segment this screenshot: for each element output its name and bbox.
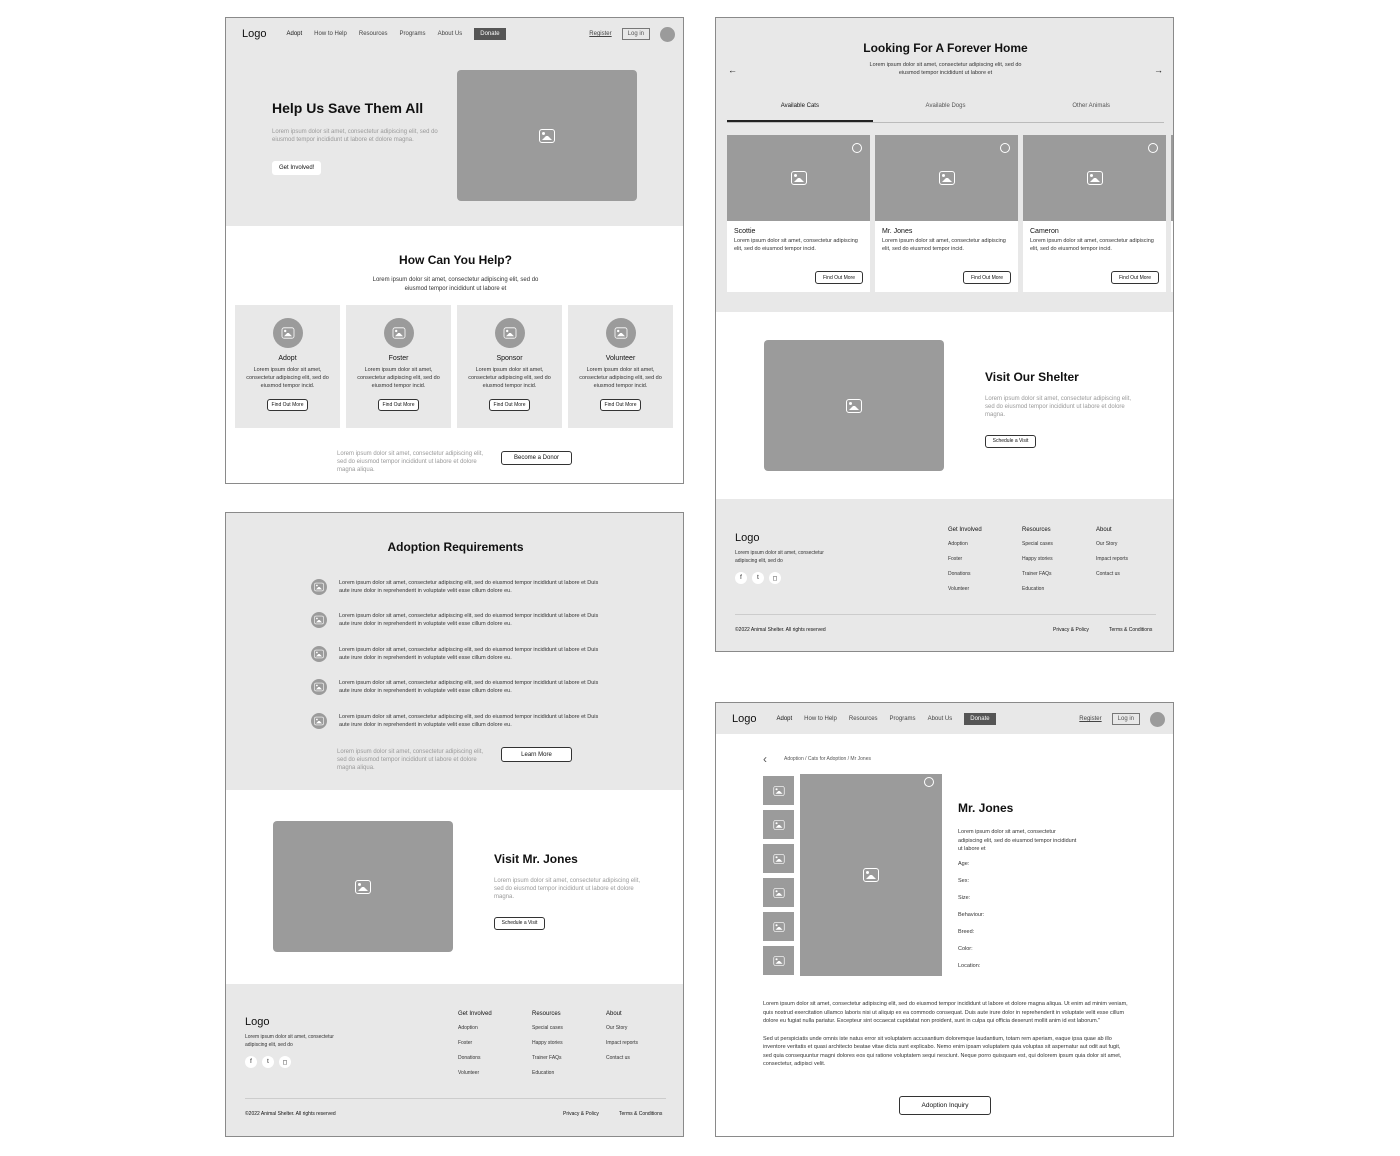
- help-card-title: Volunteer: [605, 355, 636, 362]
- image-icon: [539, 129, 555, 143]
- footer-col-title: Resources: [532, 1011, 561, 1017]
- forever-home-frame: [715, 17, 1174, 652]
- copyright: ©2022 Animal Shelter. All rights reserved: [735, 627, 826, 633]
- privacy-link[interactable]: Privacy & Policy: [563, 1111, 599, 1117]
- find-out-more-button[interactable]: Find Out More: [489, 399, 531, 411]
- footer: [716, 499, 1174, 652]
- nav-adopt[interactable]: Adopt: [776, 716, 793, 722]
- tabs: [727, 98, 1164, 123]
- requirement-item: [311, 570, 601, 604]
- nav-how-to-help[interactable]: How to Help: [314, 31, 347, 37]
- terms-link[interactable]: Terms & Conditions: [619, 1111, 663, 1117]
- terms-link[interactable]: Terms & Conditions: [1109, 627, 1153, 633]
- requirement-text: Lorem ipsum dolor sit amet, consectetur adipiscing elit, sed do eiusmod tempor incididunt ut labore et Duis aute irure dolor in reprehenderit in voluptate velit esse cillum dolore eu.: [339, 613, 599, 628]
- requirement-icon: [311, 579, 327, 595]
- nav-about-us[interactable]: About Us: [437, 31, 463, 37]
- copyright: ©2022 Animal Shelter. All rights reserved: [245, 1111, 336, 1117]
- login-button[interactable]: Log in: [622, 28, 650, 40]
- adopt-icon: [273, 318, 303, 348]
- visit-jones-title: Visit Mr. Jones: [494, 852, 578, 866]
- nav-how-to-help[interactable]: How to Help: [804, 716, 837, 722]
- footer-link[interactable]: Our Story: [1096, 541, 1118, 547]
- nav-about-us[interactable]: About Us: [927, 716, 953, 722]
- login-button[interactable]: Log in: [1112, 713, 1140, 725]
- register-link[interactable]: Register: [1079, 716, 1102, 722]
- heart-icon[interactable]: [852, 143, 862, 153]
- pet-image: [1023, 135, 1166, 221]
- footer-text: Lorem ipsum dolor sit amet, consectetur adipiscing elit, sed do: [735, 550, 824, 564]
- tab-other-animals[interactable]: Other Animals: [1072, 103, 1111, 109]
- nav-resources[interactable]: Resources: [848, 716, 878, 722]
- attr-age: Age:: [958, 860, 970, 867]
- requirements-section: [226, 513, 684, 790]
- visit-jones-image: [273, 821, 453, 952]
- requirement-text: Lorem ipsum dolor sit amet, consectetur adipiscing elit, sed do eiusmod tempor incididunt ut labore et Duis aute irure dolor in reprehenderit in voluptate velit esse cillum dolore eu.: [339, 579, 599, 594]
- arrow-right-icon[interactable]: →: [1154, 65, 1163, 75]
- nav-programs[interactable]: Programs: [399, 31, 426, 37]
- footer-col-title: About: [1096, 527, 1112, 533]
- nav-adopt[interactable]: Adopt: [286, 31, 303, 37]
- help-text: Lorem ipsum dolor sit amet, consectetur adipiscing elit, sed do eiusmod tempor incididunt ut labore et: [372, 277, 539, 292]
- pet-image: [875, 135, 1018, 221]
- shelter-text: Lorem ipsum dolor sit amet, consectetur adipiscing elit, sed do eiusmod tempor incididunt ut labore et dolore magna.: [985, 396, 1132, 418]
- requirements-frame: [225, 512, 684, 1137]
- footer-link[interactable]: Adoption: [948, 541, 968, 547]
- footer-link[interactable]: Adoption: [458, 1025, 478, 1031]
- help-title: How Can You Help?: [399, 253, 512, 267]
- help-card-foster: [346, 305, 451, 428]
- pet-text: Lorem ipsum dolor sit amet, consectetur adipiscing elit, sed do eiusmod tempor incid.: [882, 238, 1006, 252]
- find-out-more-button[interactable]: Find Out More: [1111, 271, 1159, 284]
- hero-image: [457, 70, 637, 201]
- attr-location: Location:: [958, 962, 981, 969]
- logo[interactable]: Logo: [732, 713, 757, 725]
- find-out-more-button[interactable]: Find Out More: [267, 399, 309, 411]
- logo[interactable]: Logo: [242, 28, 267, 40]
- requirements-bottom-text: Lorem ipsum dolor sit amet, consectetur adipiscing elit, sed do eiusmod tempor incididunt ut labore et dolore magna aliqua.: [337, 749, 484, 771]
- pet-name: Mr. Jones: [958, 801, 1014, 815]
- schedule-visit-button[interactable]: Schedule a Visit: [494, 917, 545, 930]
- home-frame: [225, 17, 684, 484]
- hero-title: Help Us Save Them All: [272, 100, 424, 116]
- pet-image: [1171, 135, 1174, 221]
- requirements-title: Adoption Requirements: [387, 540, 524, 554]
- adoption-inquiry-button[interactable]: Adoption Inquiry: [899, 1096, 991, 1115]
- footer-link[interactable]: Foster: [948, 556, 963, 562]
- forever-text: Lorem ipsum dolor sit amet, consectetur adipiscing elit, sed do eiusmod tempor incididunt ut labore et: [869, 62, 1022, 76]
- tab-available-cats[interactable]: Available Cats: [727, 98, 873, 122]
- footer-link[interactable]: Education: [532, 1070, 555, 1076]
- footer-text: Lorem ipsum dolor sit amet, consectetur adipiscing elit, sed do: [245, 1034, 334, 1048]
- footer-link[interactable]: Happy stories: [1022, 556, 1053, 562]
- find-out-more-button[interactable]: Find Out More: [963, 271, 1011, 284]
- privacy-link[interactable]: Privacy & Policy: [1053, 627, 1089, 633]
- help-card-text: Lorem ipsum dolor sit amet, consectetur adipiscing elit, sed do eiusmod tempor incid.: [579, 367, 662, 389]
- thumbnail[interactable]: [763, 776, 794, 805]
- footer-divider: [245, 1098, 666, 1099]
- pet-card[interactable]: [1023, 135, 1166, 292]
- pet-text: Lorem ipsum dolor sit amet, consectetur adipiscing elit, sed do eiusmod tempor incid.: [734, 238, 858, 252]
- forever-section: [716, 18, 1174, 312]
- requirement-text: Lorem ipsum dolor sit amet, consectetur adipiscing elit, sed do eiusmod tempor incididunt ut labore et Duis aute irure dolor in reprehenderit in voluptate velit esse cillum dolore eu.: [339, 680, 599, 695]
- thumbnail[interactable]: [763, 844, 794, 873]
- nav-resources[interactable]: Resources: [358, 31, 388, 37]
- twitter-icon[interactable]: t: [262, 1056, 274, 1068]
- facebook-icon[interactable]: f: [245, 1056, 257, 1068]
- footer-logo[interactable]: Logo: [735, 532, 760, 544]
- attr-color: Color:: [958, 945, 973, 952]
- requirement-item: [311, 604, 601, 638]
- requirement-item: [311, 704, 601, 738]
- instagram-icon[interactable]: ◻: [279, 1056, 291, 1068]
- requirement-icon: [311, 612, 327, 628]
- pet-detail-frame: [715, 702, 1174, 1137]
- shelter-section: [716, 312, 1174, 499]
- find-out-more-button[interactable]: Find Out More: [815, 271, 863, 284]
- find-out-more-button[interactable]: Find Out More: [378, 399, 420, 411]
- nav-programs[interactable]: Programs: [889, 716, 916, 722]
- help-card-text: Lorem ipsum dolor sit amet, consectetur adipiscing elit, sed do eiusmod tempor incid.: [246, 367, 329, 389]
- footer-link[interactable]: Contact us: [1096, 571, 1120, 577]
- help-card-title: Sponsor: [496, 355, 523, 362]
- requirement-item: [311, 637, 601, 671]
- sponsor-icon: [495, 318, 525, 348]
- pet-card-partial[interactable]: [1171, 135, 1174, 292]
- footer-link[interactable]: Impact reports: [606, 1040, 638, 1046]
- heart-icon[interactable]: [1000, 143, 1010, 153]
- footer-link[interactable]: Happy stories: [532, 1040, 563, 1046]
- footer-link[interactable]: Education: [1022, 586, 1045, 592]
- thumbnail[interactable]: [763, 946, 794, 975]
- requirement-icon: [311, 713, 327, 729]
- requirement-item: [311, 671, 601, 705]
- footer-link[interactable]: Volunteer: [458, 1070, 480, 1076]
- twitter-icon[interactable]: t: [752, 572, 764, 584]
- volunteer-icon: [606, 318, 636, 348]
- pet-name: Scottie: [734, 228, 756, 235]
- back-arrow-icon[interactable]: ‹: [763, 752, 767, 766]
- shelter-image: [764, 340, 944, 471]
- help-card-text: Lorem ipsum dolor sit amet, consectetur adipiscing elit, sed do eiusmod tempor incid.: [468, 367, 551, 389]
- footer-link[interactable]: Donations: [458, 1055, 481, 1061]
- footer-link[interactable]: Trainer FAQs: [532, 1055, 562, 1061]
- footer-link[interactable]: Trainer FAQs: [1022, 571, 1052, 577]
- donor-text: Lorem ipsum dolor sit amet, consectetur adipiscing elit, sed do eiusmod tempor incididunt ut labore et dolore magna aliqua.: [337, 451, 484, 473]
- breadcrumb[interactable]: Adoption / Cats for Adoption / Mr Jones: [784, 756, 871, 762]
- attr-behaviour: Behaviour:: [958, 911, 985, 918]
- footer-link[interactable]: Volunteer: [948, 586, 970, 592]
- footer-col-title: About: [606, 1011, 622, 1017]
- footer: [226, 984, 684, 1137]
- facebook-icon[interactable]: f: [735, 572, 747, 584]
- pet-image: [727, 135, 870, 221]
- thumbnail[interactable]: [763, 810, 794, 839]
- register-link[interactable]: Register: [589, 31, 612, 37]
- hero-text: Lorem ipsum dolor sit amet, consectetur adipiscing elit, sed do eiusmod tempor incididunt ut labore et dolore magna.: [272, 129, 438, 143]
- heart-icon[interactable]: [1148, 143, 1158, 153]
- pet-name: Mr. Jones: [882, 228, 913, 235]
- help-section: [226, 226, 684, 484]
- footer-link[interactable]: Special cases: [1022, 541, 1053, 547]
- requirement-icon: [311, 646, 327, 662]
- attr-sex: Sex:: [958, 877, 970, 884]
- footer-logo[interactable]: Logo: [245, 1016, 270, 1028]
- main-pet-image: [800, 774, 942, 976]
- find-out-more-button[interactable]: Find Out More: [600, 399, 642, 411]
- footer-link[interactable]: Foster: [458, 1040, 473, 1046]
- requirement-text: Lorem ipsum dolor sit amet, consectetur adipiscing elit, sed do eiusmod tempor incididunt ut labore et Duis aute irure dolor in reprehenderit in voluptate velit esse cillum dolore eu.: [339, 646, 599, 661]
- heart-icon[interactable]: [924, 777, 934, 787]
- visit-jones-section: [226, 790, 684, 984]
- schedule-visit-button[interactable]: Schedule a Visit: [985, 435, 1036, 448]
- requirement-text: Lorem ipsum dolor sit amet, consectetur adipiscing elit, sed do eiusmod tempor incididunt ut labore et Duis aute irure dolor in reprehenderit in voluptate velit esse cillum dolore eu.: [339, 713, 599, 728]
- footer-link[interactable]: Special cases: [532, 1025, 563, 1031]
- help-card-title: Foster: [388, 355, 409, 362]
- attr-size: Size:: [958, 894, 971, 901]
- forever-title: Looking For A Forever Home: [863, 41, 1028, 55]
- help-card-text: Lorem ipsum dolor sit amet, consectetur adipiscing elit, sed do eiusmod tempor incid.: [357, 367, 440, 389]
- pet-card[interactable]: [875, 135, 1018, 292]
- avatar[interactable]: [1150, 712, 1165, 727]
- become-donor-button[interactable]: Become a Donor: [501, 451, 572, 465]
- footer-link[interactable]: Impact reports: [1096, 556, 1128, 562]
- thumbnail[interactable]: [763, 878, 794, 907]
- pet-name: Cameron: [1030, 228, 1059, 235]
- arrow-left-icon[interactable]: ←: [728, 65, 737, 75]
- attr-breed: Breed:: [958, 928, 975, 935]
- footer-col-title: Resources: [1022, 527, 1051, 533]
- thumbnail[interactable]: [763, 912, 794, 941]
- description-paragraph: Sed ut perspiciatis unde omnis iste natus error sit voluptatem accusantium doloremque laudantium, totam rem aperiam, eaque ipsa quae ab illo inventore veritatis et quasi architecto beatae vitae dicta sunt explicabo. Nemo enim ipsam voluptatem quia voluptas sit aspernatur aut odit aut fugit, sed quia consequuntur magni dolores eos qui ratione voluptatem sequi nesciunt. Neque porro quisquam est, qui dolorem ipsum quia dolor sit amet, consectetur, adipisci velit.: [763, 1035, 1122, 1067]
- donate-button[interactable]: Donate: [474, 28, 505, 40]
- help-card-sponsor: [457, 305, 562, 428]
- footer-divider: [735, 614, 1156, 615]
- pet-intro: Lorem ipsum dolor sit amet, consectetur adipiscing elit, sed do eiusmod tempor incididunt ut labore et: [958, 829, 1077, 852]
- help-card-volunteer: [568, 305, 673, 428]
- pet-text: Lorem ipsum dolor sit amet, consectetur adipiscing elit, sed do eiusmod tempor incid.: [1030, 238, 1154, 252]
- donate-button[interactable]: Donate: [964, 713, 995, 725]
- learn-more-button[interactable]: Learn More: [501, 747, 572, 762]
- get-involved-button[interactable]: Get Involved!: [272, 161, 321, 175]
- detail-header: [716, 703, 1174, 734]
- description-paragraph: Lorem ipsum dolor sit amet, consectetur adipiscing elit, sed do eiusmod tempor incididunt ut labore et dolore magna aliqua. Ut enim ad minim veniam, quis nostrud exercitation ullamco laboris nisi ut aliquip ex ea commodo consequat. Duis aute irure dolor in reprehenderit in voluptate velit esse cillum dolore eu fugiat nulla pariatur. Excepteur sint occaecat cupidatat non proident, sunt in culpa qui officia deserunt mollit anim id est laborum.": [763, 1001, 1128, 1024]
- help-card-title: Adopt: [278, 355, 297, 362]
- footer-col-title: Get Involved: [948, 527, 982, 533]
- help-card-adopt: [235, 305, 340, 428]
- footer-link[interactable]: Contact us: [606, 1055, 630, 1061]
- foster-icon: [384, 318, 414, 348]
- instagram-icon[interactable]: ◻: [769, 572, 781, 584]
- tab-available-dogs[interactable]: Available Dogs: [925, 103, 966, 109]
- hero-section: [226, 18, 684, 226]
- thumbnail-list: [763, 776, 794, 975]
- shelter-title: Visit Our Shelter: [985, 370, 1079, 384]
- visit-jones-text: Lorem ipsum dolor sit amet, consectetur adipiscing elit, sed do eiusmod tempor incididunt ut labore et dolore magna.: [494, 878, 641, 900]
- footer-link[interactable]: Donations: [948, 571, 971, 577]
- requirement-icon: [311, 679, 327, 695]
- footer-link[interactable]: Our Story: [606, 1025, 628, 1031]
- pet-card[interactable]: [727, 135, 870, 292]
- footer-col-title: Get Involved: [458, 1011, 492, 1017]
- avatar[interactable]: [660, 27, 675, 42]
